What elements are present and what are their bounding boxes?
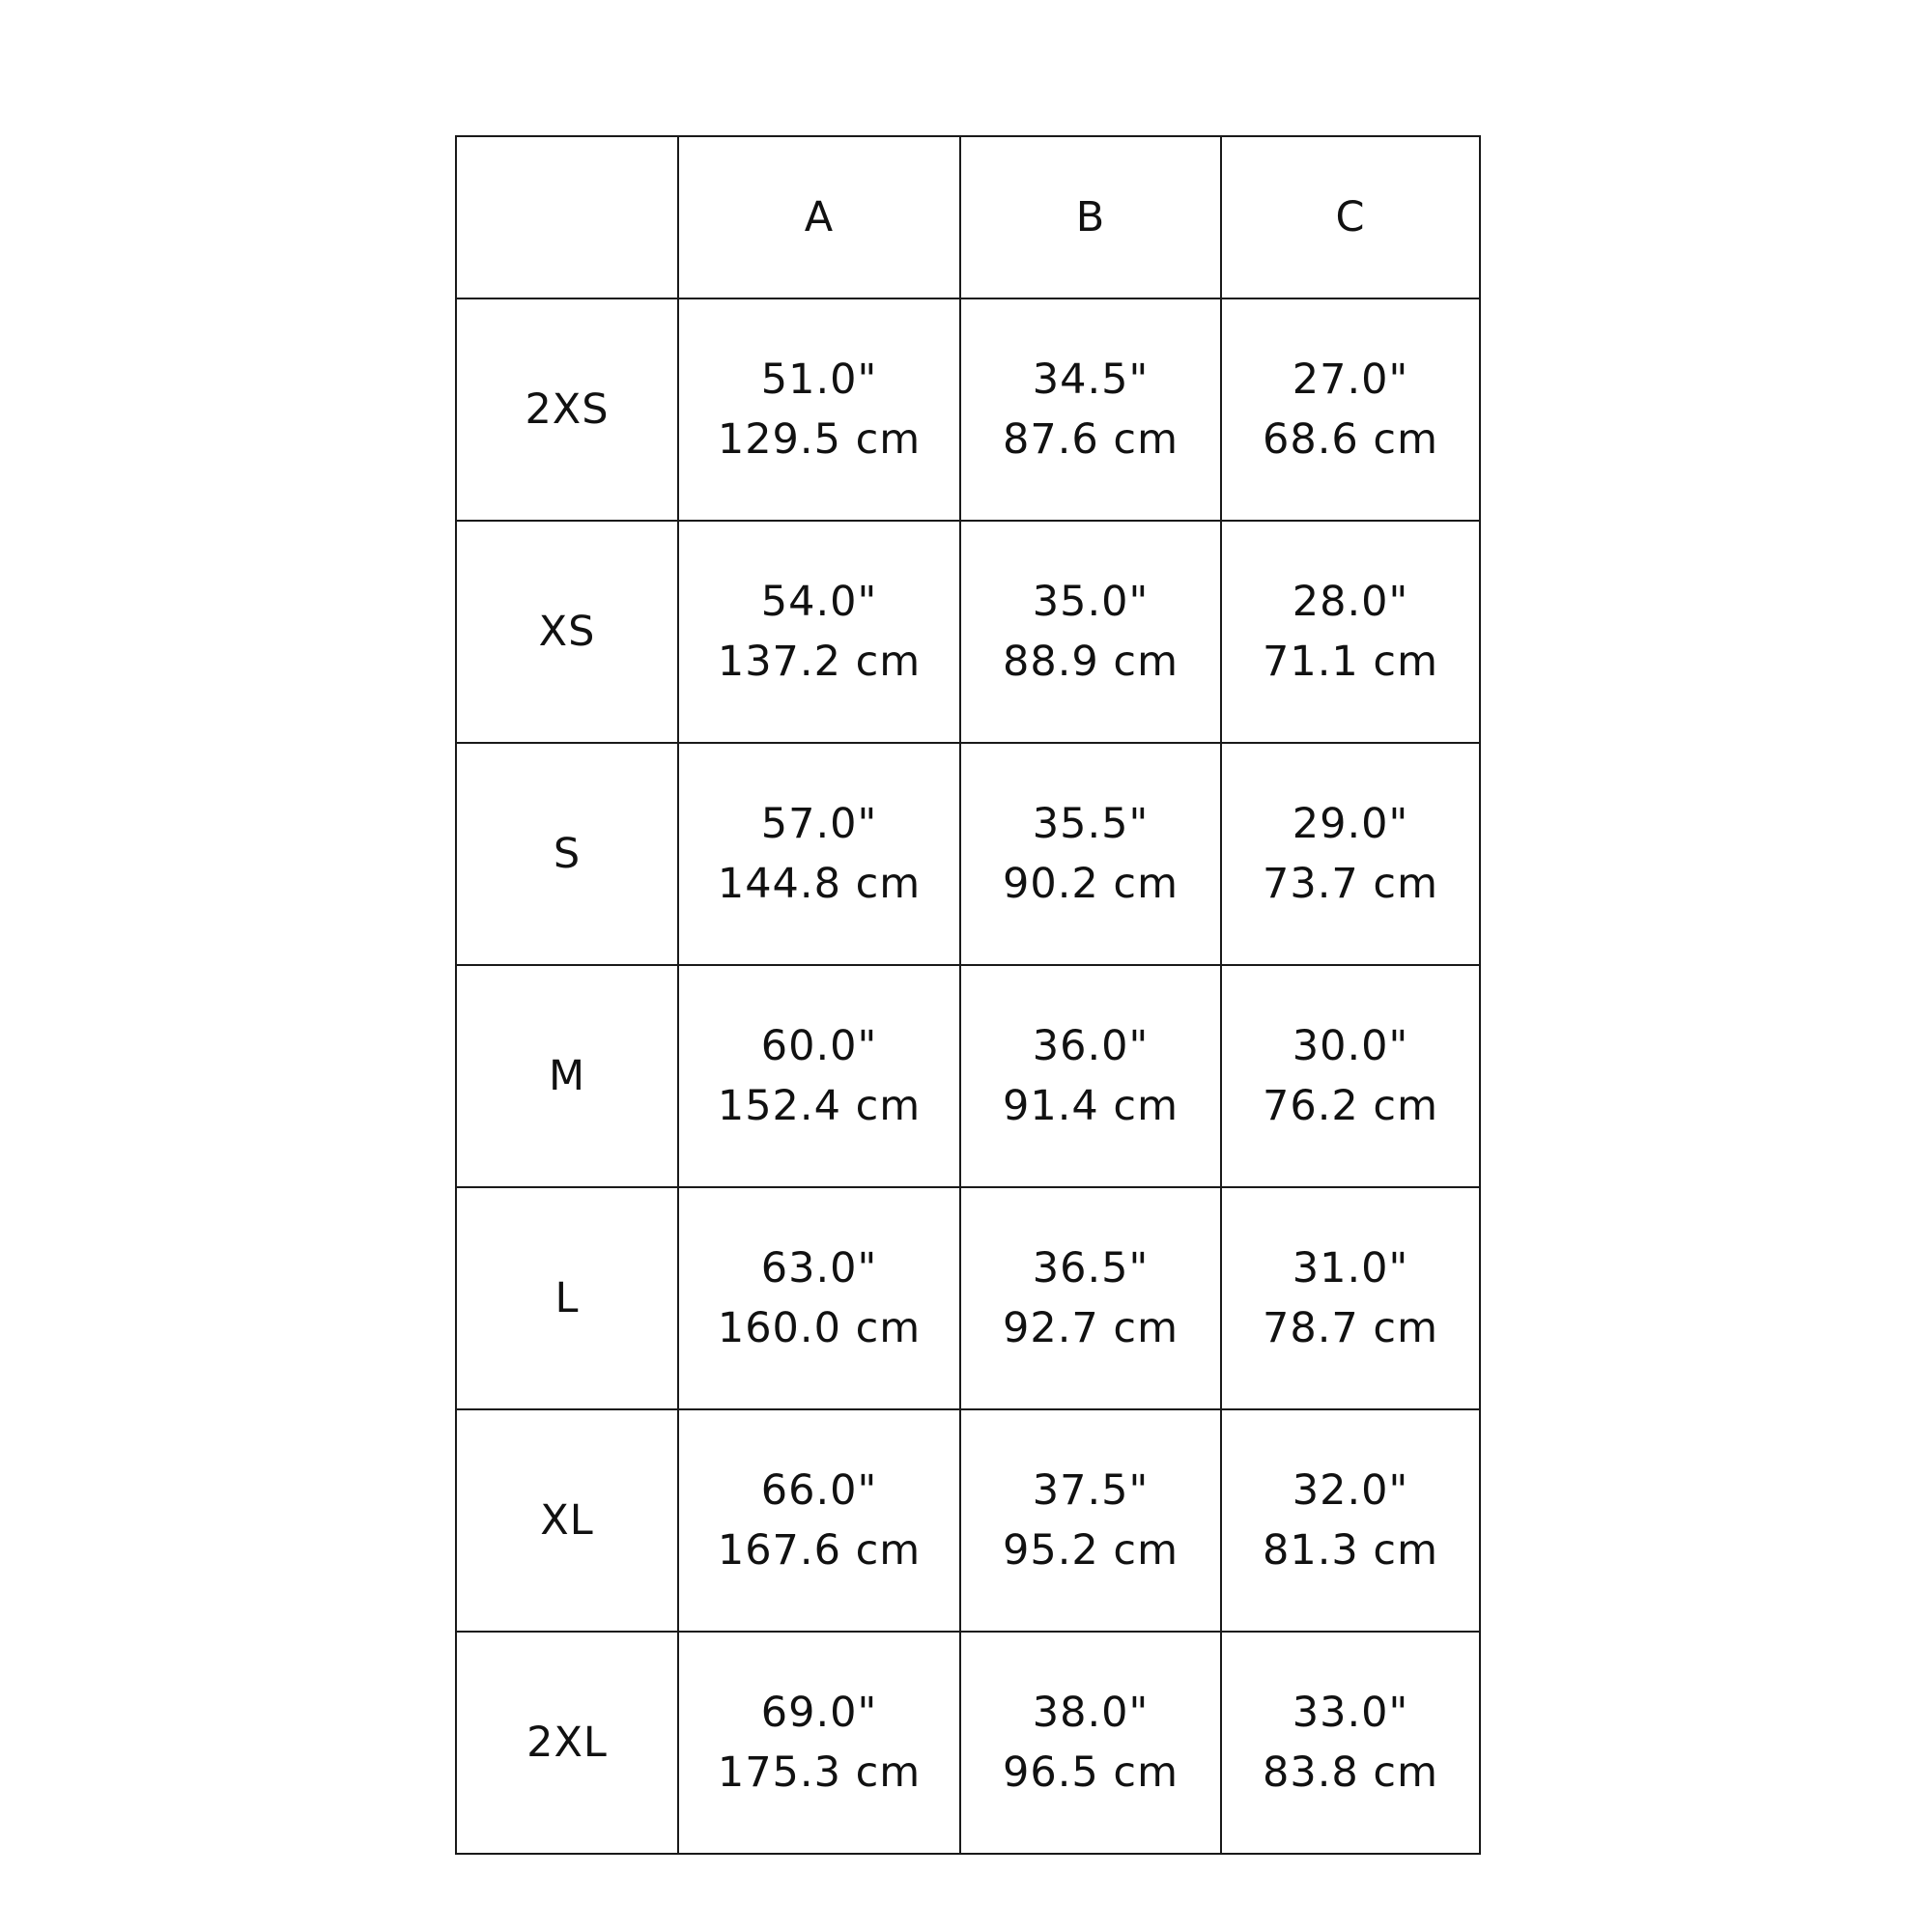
inch-value: 36.5" [1032,1244,1150,1293]
measurement-cell [1221,298,1480,521]
measurement-cell [678,521,960,743]
inch-value: 51.0" [760,355,878,404]
inch-value: 35.0" [1032,578,1150,626]
cm-value: 91.4 cm [1003,1082,1179,1130]
cm-value: 90.2 cm [1003,860,1179,908]
size-label: S [456,743,678,965]
cm-value: 137.2 cm [717,638,922,686]
size-label: L [456,1187,678,1409]
column-header-b: B [960,136,1221,298]
inch-value: 54.0" [760,578,878,626]
size-label: XL [456,1409,678,1632]
measurement-cell [678,1409,960,1632]
measurement-cell [1221,1409,1480,1632]
inch-value: 36.0" [1032,1022,1150,1070]
inch-value: 35.5" [1032,800,1150,848]
cm-value: 87.6 cm [1003,415,1179,464]
measurement-cell [960,1632,1221,1854]
cm-value: 76.2 cm [1263,1082,1438,1130]
cm-value: 71.1 cm [1263,638,1438,686]
inch-value: 29.0" [1292,800,1409,848]
measurement-cell [960,1187,1221,1409]
cm-value: 167.6 cm [717,1526,922,1575]
table-row [456,298,1480,521]
measurement-cell [1221,1187,1480,1409]
measurement-cell [678,1187,960,1409]
size-chart-table [455,135,1481,1855]
table-row [456,1632,1480,1854]
cm-value: 73.7 cm [1263,860,1438,908]
inch-value: 57.0" [760,800,878,848]
measurement-cell [1221,743,1480,965]
inch-value: 28.0" [1292,578,1409,626]
inch-value: 60.0" [760,1022,878,1070]
corner-cell [456,136,678,298]
cm-value: 144.8 cm [717,860,922,908]
cm-value: 152.4 cm [717,1082,922,1130]
inch-value: 63.0" [760,1244,878,1293]
inch-value: 34.5" [1032,355,1150,404]
table-row [456,521,1480,743]
measurement-cell [1221,521,1480,743]
measurement-cell [678,965,960,1187]
measurement-cell [678,743,960,965]
cm-value: 129.5 cm [717,415,922,464]
cm-value: 160.0 cm [717,1304,922,1352]
measurement-cell [960,965,1221,1187]
inch-value: 32.0" [1292,1466,1409,1515]
table-row [456,1187,1480,1409]
table-row [456,965,1480,1187]
cm-value: 83.8 cm [1263,1748,1438,1797]
column-header-c: C [1221,136,1480,298]
size-label: XS [456,521,678,743]
cm-value: 68.6 cm [1263,415,1438,464]
measurement-cell [960,298,1221,521]
inch-value: 30.0" [1292,1022,1409,1070]
size-label: 2XS [456,298,678,521]
cm-value: 96.5 cm [1003,1748,1179,1797]
cm-value: 81.3 cm [1263,1526,1438,1575]
inch-value: 66.0" [760,1466,878,1515]
cm-value: 88.9 cm [1003,638,1179,686]
table-row [456,1409,1480,1632]
cm-value: 92.7 cm [1003,1304,1179,1352]
size-label: M [456,965,678,1187]
size-label: 2XL [456,1632,678,1854]
measurement-cell [678,298,960,521]
inch-value: 69.0" [760,1689,878,1737]
inch-value: 31.0" [1292,1244,1409,1293]
measurement-cell [960,521,1221,743]
inch-value: 33.0" [1292,1689,1409,1737]
cm-value: 175.3 cm [717,1748,922,1797]
measurement-cell [960,1409,1221,1632]
cm-value: 78.7 cm [1263,1304,1438,1352]
inch-value: 38.0" [1032,1689,1150,1737]
inch-value: 37.5" [1032,1466,1150,1515]
column-header-a: A [678,136,960,298]
measurement-cell [678,1632,960,1854]
cm-value: 95.2 cm [1003,1526,1179,1575]
measurement-cell [960,743,1221,965]
inch-value: 27.0" [1292,355,1409,404]
measurement-cell [1221,1632,1480,1854]
table-row [456,743,1480,965]
header-row [456,136,1480,298]
measurement-cell [1221,965,1480,1187]
